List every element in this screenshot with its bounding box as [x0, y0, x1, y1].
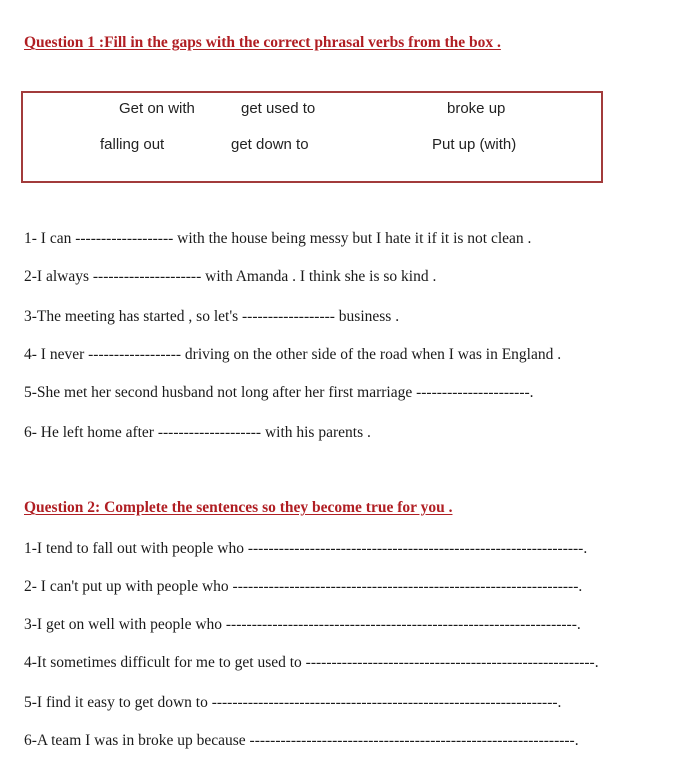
- box-word-falling-out: falling out: [100, 136, 165, 153]
- q2-sentence-6: 6-A team I was in broke up because ---------------------------------------------------------------.: [24, 732, 579, 749]
- question-1-title: Question 1 :Fill in the gaps with the correct phrasal verbs from the box .: [24, 34, 501, 51]
- q2-sentence-4: 4-It sometimes difficult for me to get used to --------------------------------------------------------.: [24, 654, 599, 671]
- q1-sentence-4: 4- I never ------------------ driving on the other side of the road when I was in England .: [24, 346, 562, 363]
- box-word-get-down-to: get down to: [231, 136, 309, 153]
- q2-sentence-3: 3-I get on well with people who --------------------------------------------------------------------.: [24, 616, 581, 633]
- question-2-title: Question 2: Complete the sentences so they become true for you .: [24, 499, 453, 516]
- phrasal-verb-box: [21, 91, 603, 183]
- box-word-put-up-with: Put up (with): [432, 136, 517, 153]
- q2-sentence-1: 1-I tend to fall out with people who -----------------------------------------------------------------.: [24, 540, 588, 557]
- q1-sentence-3: 3-The meeting has started , so let's ------------------ business .: [24, 308, 400, 325]
- q1-sentence-6: 6- He left home after -------------------- with his parents .: [24, 424, 371, 441]
- box-word-get-on-with: Get on with: [119, 100, 195, 117]
- q1-sentence-1: 1- I can ------------------- with the house being messy but I hate it if it is not clean .: [24, 230, 532, 247]
- q1-sentence-2: 2-I always --------------------- with Amanda . I think she is so kind .: [24, 268, 437, 285]
- q2-sentence-5: 5-I find it easy to get down to -------------------------------------------------------------------.: [24, 694, 562, 711]
- box-word-broke-up: broke up: [447, 100, 506, 117]
- q1-sentence-5: 5-She met her second husband not long after her first marriage ----------------------.: [24, 384, 534, 401]
- q2-sentence-2: 2- I can't put up with people who -------------------------------------------------------------------.: [24, 578, 583, 595]
- box-word-get-used-to: get used to: [241, 100, 316, 117]
